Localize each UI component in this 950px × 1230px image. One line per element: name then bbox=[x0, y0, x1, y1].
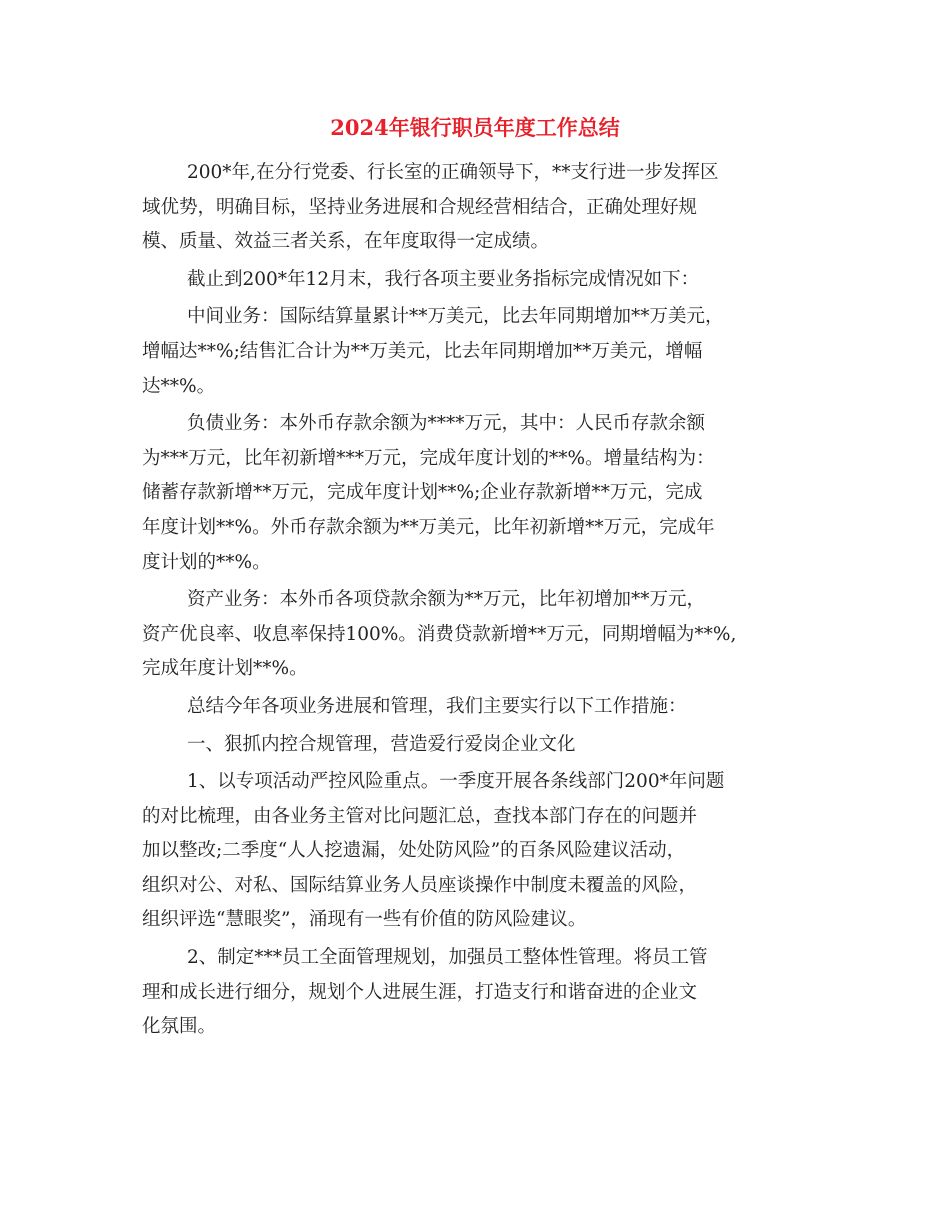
text-line: 模、质量、效益三者关系，在年度取得一定成绩。 bbox=[142, 231, 550, 253]
text-line: 化氛围。 bbox=[142, 1016, 217, 1038]
text-line: 完成年度计划**%。 bbox=[142, 658, 308, 680]
document-title: 2024年银行职员年度工作总结 bbox=[330, 115, 620, 140]
paragraph-measures-intro bbox=[142, 690, 814, 725]
paragraph-intermediate-business bbox=[142, 300, 814, 404]
text-line: 理和成长进行细分，规划个人进展生涯，打造支行和谐奋进的企业文 bbox=[142, 981, 698, 1003]
paragraph-item-1 bbox=[142, 765, 814, 938]
paragraph-liability-business bbox=[142, 407, 814, 580]
text-line: 一、狠抓内控合规管理，营造爱行爱岗企业文化 bbox=[187, 733, 576, 755]
text-line: 2、制定***员工全面管理规划，加强员工整体性管理。将员工管 bbox=[187, 947, 708, 969]
text-line: 加以整改;二季度“人人挖遗漏，处处防风险”的百条风险建议活动， bbox=[142, 840, 686, 862]
text-line: 增幅达**%;结售汇合计为**万美元，比去年同期增加**万美元，增幅 bbox=[142, 340, 703, 362]
text-line: 的对比梳理，由各业务主管对比问题汇总，查找本部门存在的问题并 bbox=[142, 805, 698, 827]
text-line: 资产业务：本外币各项贷款余额为**万元，比年初增加**万元， bbox=[187, 589, 706, 611]
text-line: 截止到200*年12月末，我行各项主要业务指标完成情况如下： bbox=[187, 268, 700, 290]
paragraph-intro bbox=[142, 156, 814, 260]
text-line: 域优势，明确目标，坚持业务进展和合规经营相结合，正确处理好规 bbox=[142, 196, 698, 218]
section-heading-1 bbox=[142, 728, 814, 763]
document-body bbox=[142, 156, 814, 1048]
paragraph-asset-business bbox=[142, 583, 814, 687]
text-line: 总结今年各项业务进展和管理，我们主要实行以下工作措施： bbox=[187, 695, 687, 717]
text-line: 组织评选“慧眼奖”，涌现有一些有价值的防风险建议。 bbox=[142, 909, 587, 931]
text-line: 中间业务：国际结算量累计**万美元，比去年同期增加**万美元， bbox=[187, 306, 724, 328]
text-line: 度计划的**%。 bbox=[142, 551, 271, 573]
text-line: 年度计划**%。外币存款余额为**万美元，比年初新增**万元，完成年 bbox=[142, 516, 715, 538]
text-line: 储蓄存款新增**万元，完成年度计划**%;企业存款新增**万元，完成 bbox=[142, 482, 703, 504]
text-line: 负债业务：本外币存款余额为****万元，其中：人民币存款余额 bbox=[187, 413, 706, 435]
text-line: 200*年,在分行党委、行长室的正确领导下，**支行进一步发挥区 bbox=[187, 162, 719, 183]
text-line: 达**%。 bbox=[142, 375, 216, 397]
text-line: 资产优良率、收息率保持100%。消费贷款新增**万元，同期增幅为**%, bbox=[142, 623, 737, 645]
text-line: 组织对公、对私、国际结算业务人员座谈操作中制度未覆盖的风险， bbox=[142, 874, 698, 896]
text-line: 1、以专项活动严控风险重点。一季度开展各条线部门200*年问题 bbox=[187, 771, 725, 793]
text-line: 为***万元，比年初新增***万元，完成年度计划的**%。增量结构为： bbox=[142, 447, 715, 469]
paragraph-summary-intro bbox=[142, 263, 814, 298]
paragraph-item-2 bbox=[142, 941, 814, 1045]
